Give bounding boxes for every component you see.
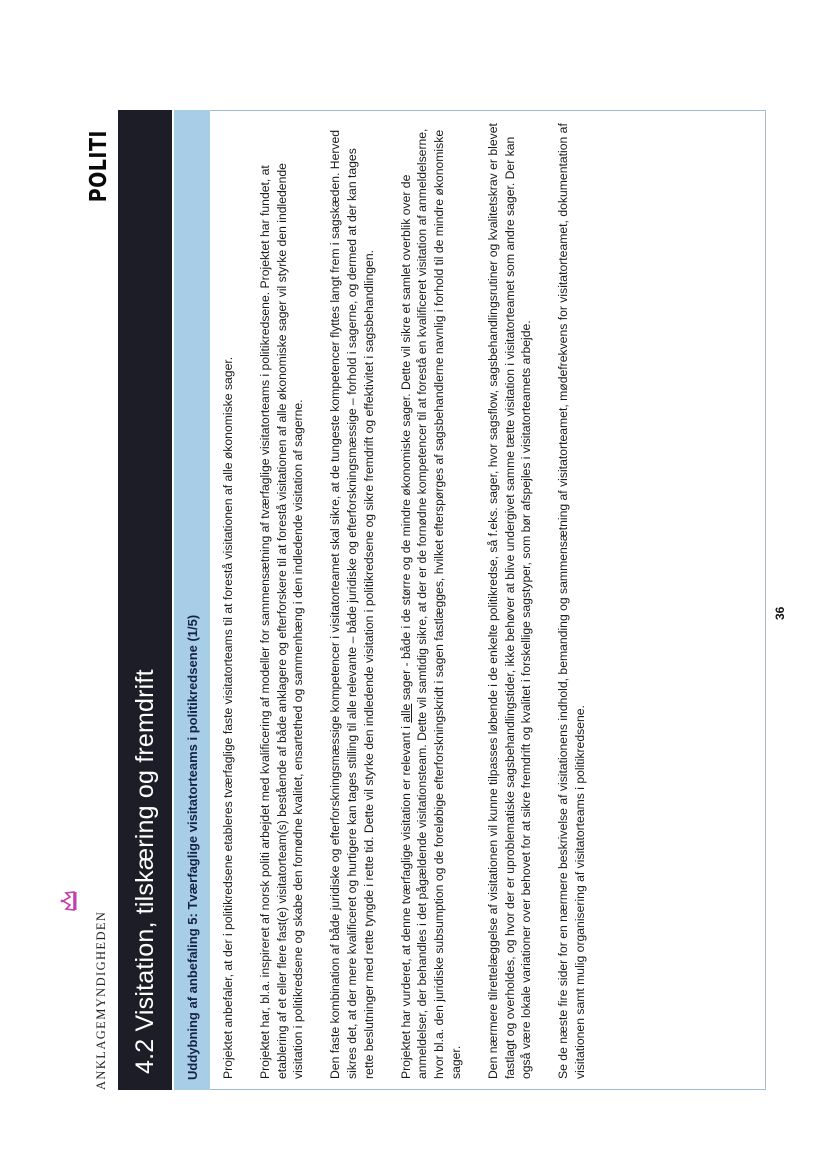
- paragraph-3: Den faste kombination af både juridiske og efterforskningsmæssige kompetencer i visitatorteamet skal sikre, at de tungeste kompetencer flyttes langt frem i sagskæden. Herved sikres det, at der mere kvalificeret og hurtigere kan tages stilling til alle relevante – både juridiske og efterforskningsmæssige – forhold i sagerne, og dermed at der kan tages rette beslutninger med rette tyngde i rette tid. Dette vil styrke den indledende visitation i politikredsene og sikre fremdrift og effektivitet i sagsbehandlingen.: [328, 129, 376, 1079]
- paragraph-1: Projektet anbefaler, at der i politikredsene etableres tværfaglige faste visitatorteams til at forestå visitationen af alle økonomiske sager.: [221, 356, 235, 1079]
- agency-name: ANKLAGEMYNDIGHEDEN: [94, 910, 108, 1090]
- paragraph-4-start: Projektet har vurderet, at denne tværfaglige visitation er relevant i: [398, 722, 413, 1079]
- section-subtitle: Uddybning af anbefaling 5: Tværfaglige visitatorteams i politikredsene (1/5): [184, 614, 200, 1080]
- page-number: 36: [773, 606, 787, 620]
- subtitle-band: [174, 110, 210, 1090]
- title-band: [118, 110, 172, 1090]
- paragraph-6: Se de næste fire sider for en nærmere beskrivelse af visitationens indhold, bemanding og sammensætning af visitatorteamet, mødefrekvens for visitatorteamet, dokumentation af visitationen samt mulig organisering af visitatorteams i politikredsene.: [556, 123, 587, 1079]
- slide: [85, 110, 787, 1090]
- content-box: [210, 110, 766, 1090]
- crown-icon: [60, 890, 78, 912]
- page-title: 4.2 Visitation, tilskæring og fremdrift: [130, 669, 159, 1074]
- paragraph-4: [398, 123, 465, 1079]
- paragraph-4-end: sager - både i de større og de mindre økonomiske sager. Dette vil sikre et samlet overblik over de anmeldelser, der behandles i det pågældende visitationsteam. Dette vil samtidig sikre, at der er de fornødne kompetencer til at forestå en kvalificeret visitation af anmeldelserne, hvor bl.a. den juridiske subsumption og de foreløbige efterforskningskridt i sagen fastlægges, hvilket efterspørges af sagsbehandlerne navnlig i forhold til de mindre økonomiske sager.: [398, 128, 463, 1079]
- paragraph-5: Den nærmere tilrettelæggelse af visitationen vil kunne tilpasses løbende i de enkelte politikredse, så f.eks. sager, hvor sagsflow, sagsbehandlingsrutiner og kvalitetskrav er blevet fastlagt og overholdes, og hvor der er uproblematiske sagsbehandlingstider, ikke behøver at blive undergivet samme tætte visitation i visitatorteamet som andre sager. Der kan også være lokale variationer over behovet for at sikre fremdrift og kvalitet i forskellige sagstyper, som bør afspejles i visitatorteamets arbejde.: [485, 123, 534, 1079]
- politi-logo: POLITI: [85, 130, 113, 203]
- paragraph-4-underlined: alle: [398, 703, 413, 723]
- paragraph-2: Projektet har, bl.a. inspireret af norsk politi arbejdet med kvalificering af modeller for sammensætning af tværfaglige visitatorteams i politikredsene. Projektet har fundet, at etablering af et eller flere fast(e) visitatorteam(s) bestående af både anklagere og efterforskere til at forestå visitationen af alle økonomiske sager vil styrke den indledende visitation i politikredsene og skabe den fornødne kvalitet, ensartethed og sammenhæng i den indledende visitation af sagerne.: [257, 163, 306, 1079]
